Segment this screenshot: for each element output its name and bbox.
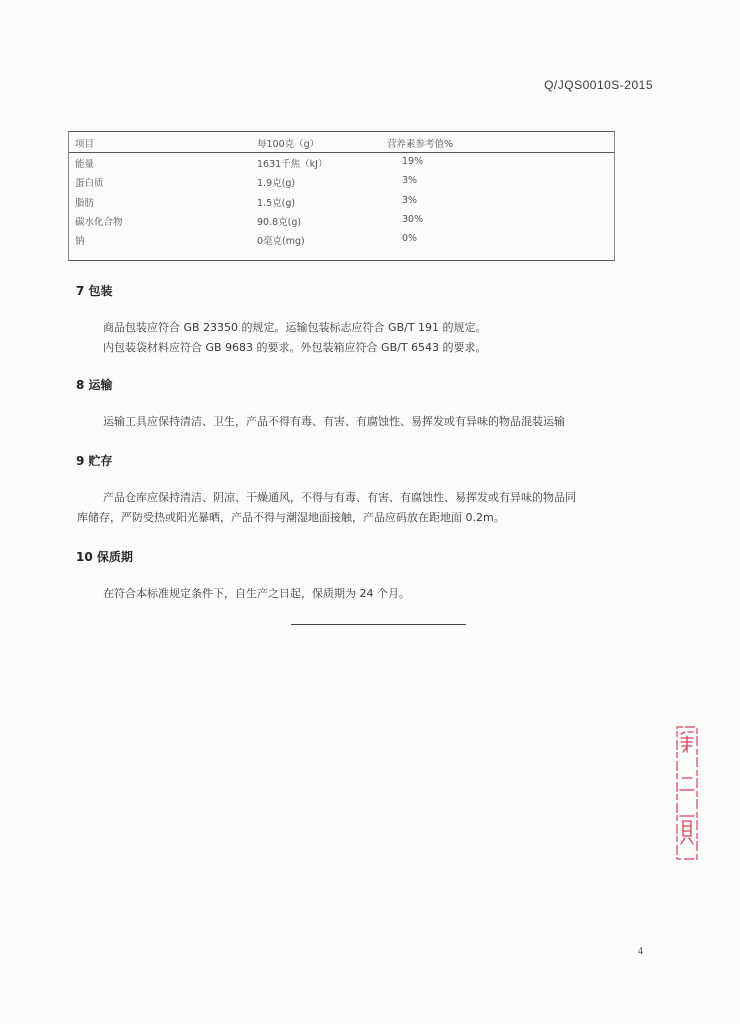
cell-item: 钠 xyxy=(75,236,85,247)
storage-line-2: 库储存，严防受热或阳光暴晒，产品不得与潮湿地面接触，产品应码放在距地面 0.2m。 xyxy=(77,511,505,524)
cell-item: 碳水化合物 xyxy=(75,217,123,228)
table-row xyxy=(69,195,614,214)
cell-item: 脂肪 xyxy=(75,198,95,209)
column-header-item: 项目 xyxy=(75,139,95,150)
column-header-per100g: 每100克（g） xyxy=(257,139,320,150)
section-title-storage: 9 贮存 xyxy=(76,454,113,468)
cell-item: 蛋白质 xyxy=(75,178,104,189)
end-of-text-rule xyxy=(291,624,466,625)
column-header-nrv: 营养素参考值% xyxy=(387,139,454,150)
cell-amount: 90.8克(g) xyxy=(257,217,302,228)
nutrition-table xyxy=(68,131,615,261)
cell-amount: 1.9克(g) xyxy=(257,178,296,189)
cell-item: 能量 xyxy=(75,159,95,170)
table-row xyxy=(69,175,614,194)
cell-amount: 1631千焦（kJ） xyxy=(257,159,328,170)
table-row xyxy=(69,214,614,233)
cell-nrv: 19% xyxy=(402,156,424,167)
cell-nrv: 3% xyxy=(402,175,418,186)
cell-nrv: 0% xyxy=(402,233,418,244)
packaging-line-2: 内包装袋材料应符合 GB 9683 的要求。外包装箱应符合 GB/T 6543 的要求。 xyxy=(103,341,487,354)
shelf-life-line-1: 在符合本标准规定条件下，自生产之日起，保质期为 24 个月。 xyxy=(103,587,410,600)
table-row xyxy=(69,156,614,175)
packaging-line-1: 商品包装应符合 GB 23350 的规定。运输包装标志应符合 GB/T 191 的规定。 xyxy=(103,321,487,334)
section-title-transport: 8 运输 xyxy=(76,378,113,392)
standard-number: Q/JQS0010S-2015 xyxy=(544,78,653,92)
transport-line-1: 运输工具应保持清洁、卫生，产品不得有毒、有害、有腐蚀性、易挥发或有异味的物品混装运输 xyxy=(103,415,565,428)
cell-nrv: 3% xyxy=(402,195,418,206)
section-title-shelf-life: 10 保质期 xyxy=(76,550,133,564)
cell-amount: 1.5克(g) xyxy=(257,198,296,209)
storage-line-1: 产品仓库应保持清洁、阴凉、干燥通风，不得与有毒、有害、有腐蚀性、易挥发或有异味的物品同 xyxy=(103,491,576,504)
cell-nrv: 30% xyxy=(402,214,424,225)
table-row xyxy=(69,233,614,252)
cell-amount: 0毫克(mg) xyxy=(257,236,305,247)
page-number: 4 xyxy=(638,946,643,957)
table-header-row xyxy=(69,136,614,155)
page-seal-stamp xyxy=(676,726,698,860)
section-title-packaging: 7 包装 xyxy=(76,284,113,298)
